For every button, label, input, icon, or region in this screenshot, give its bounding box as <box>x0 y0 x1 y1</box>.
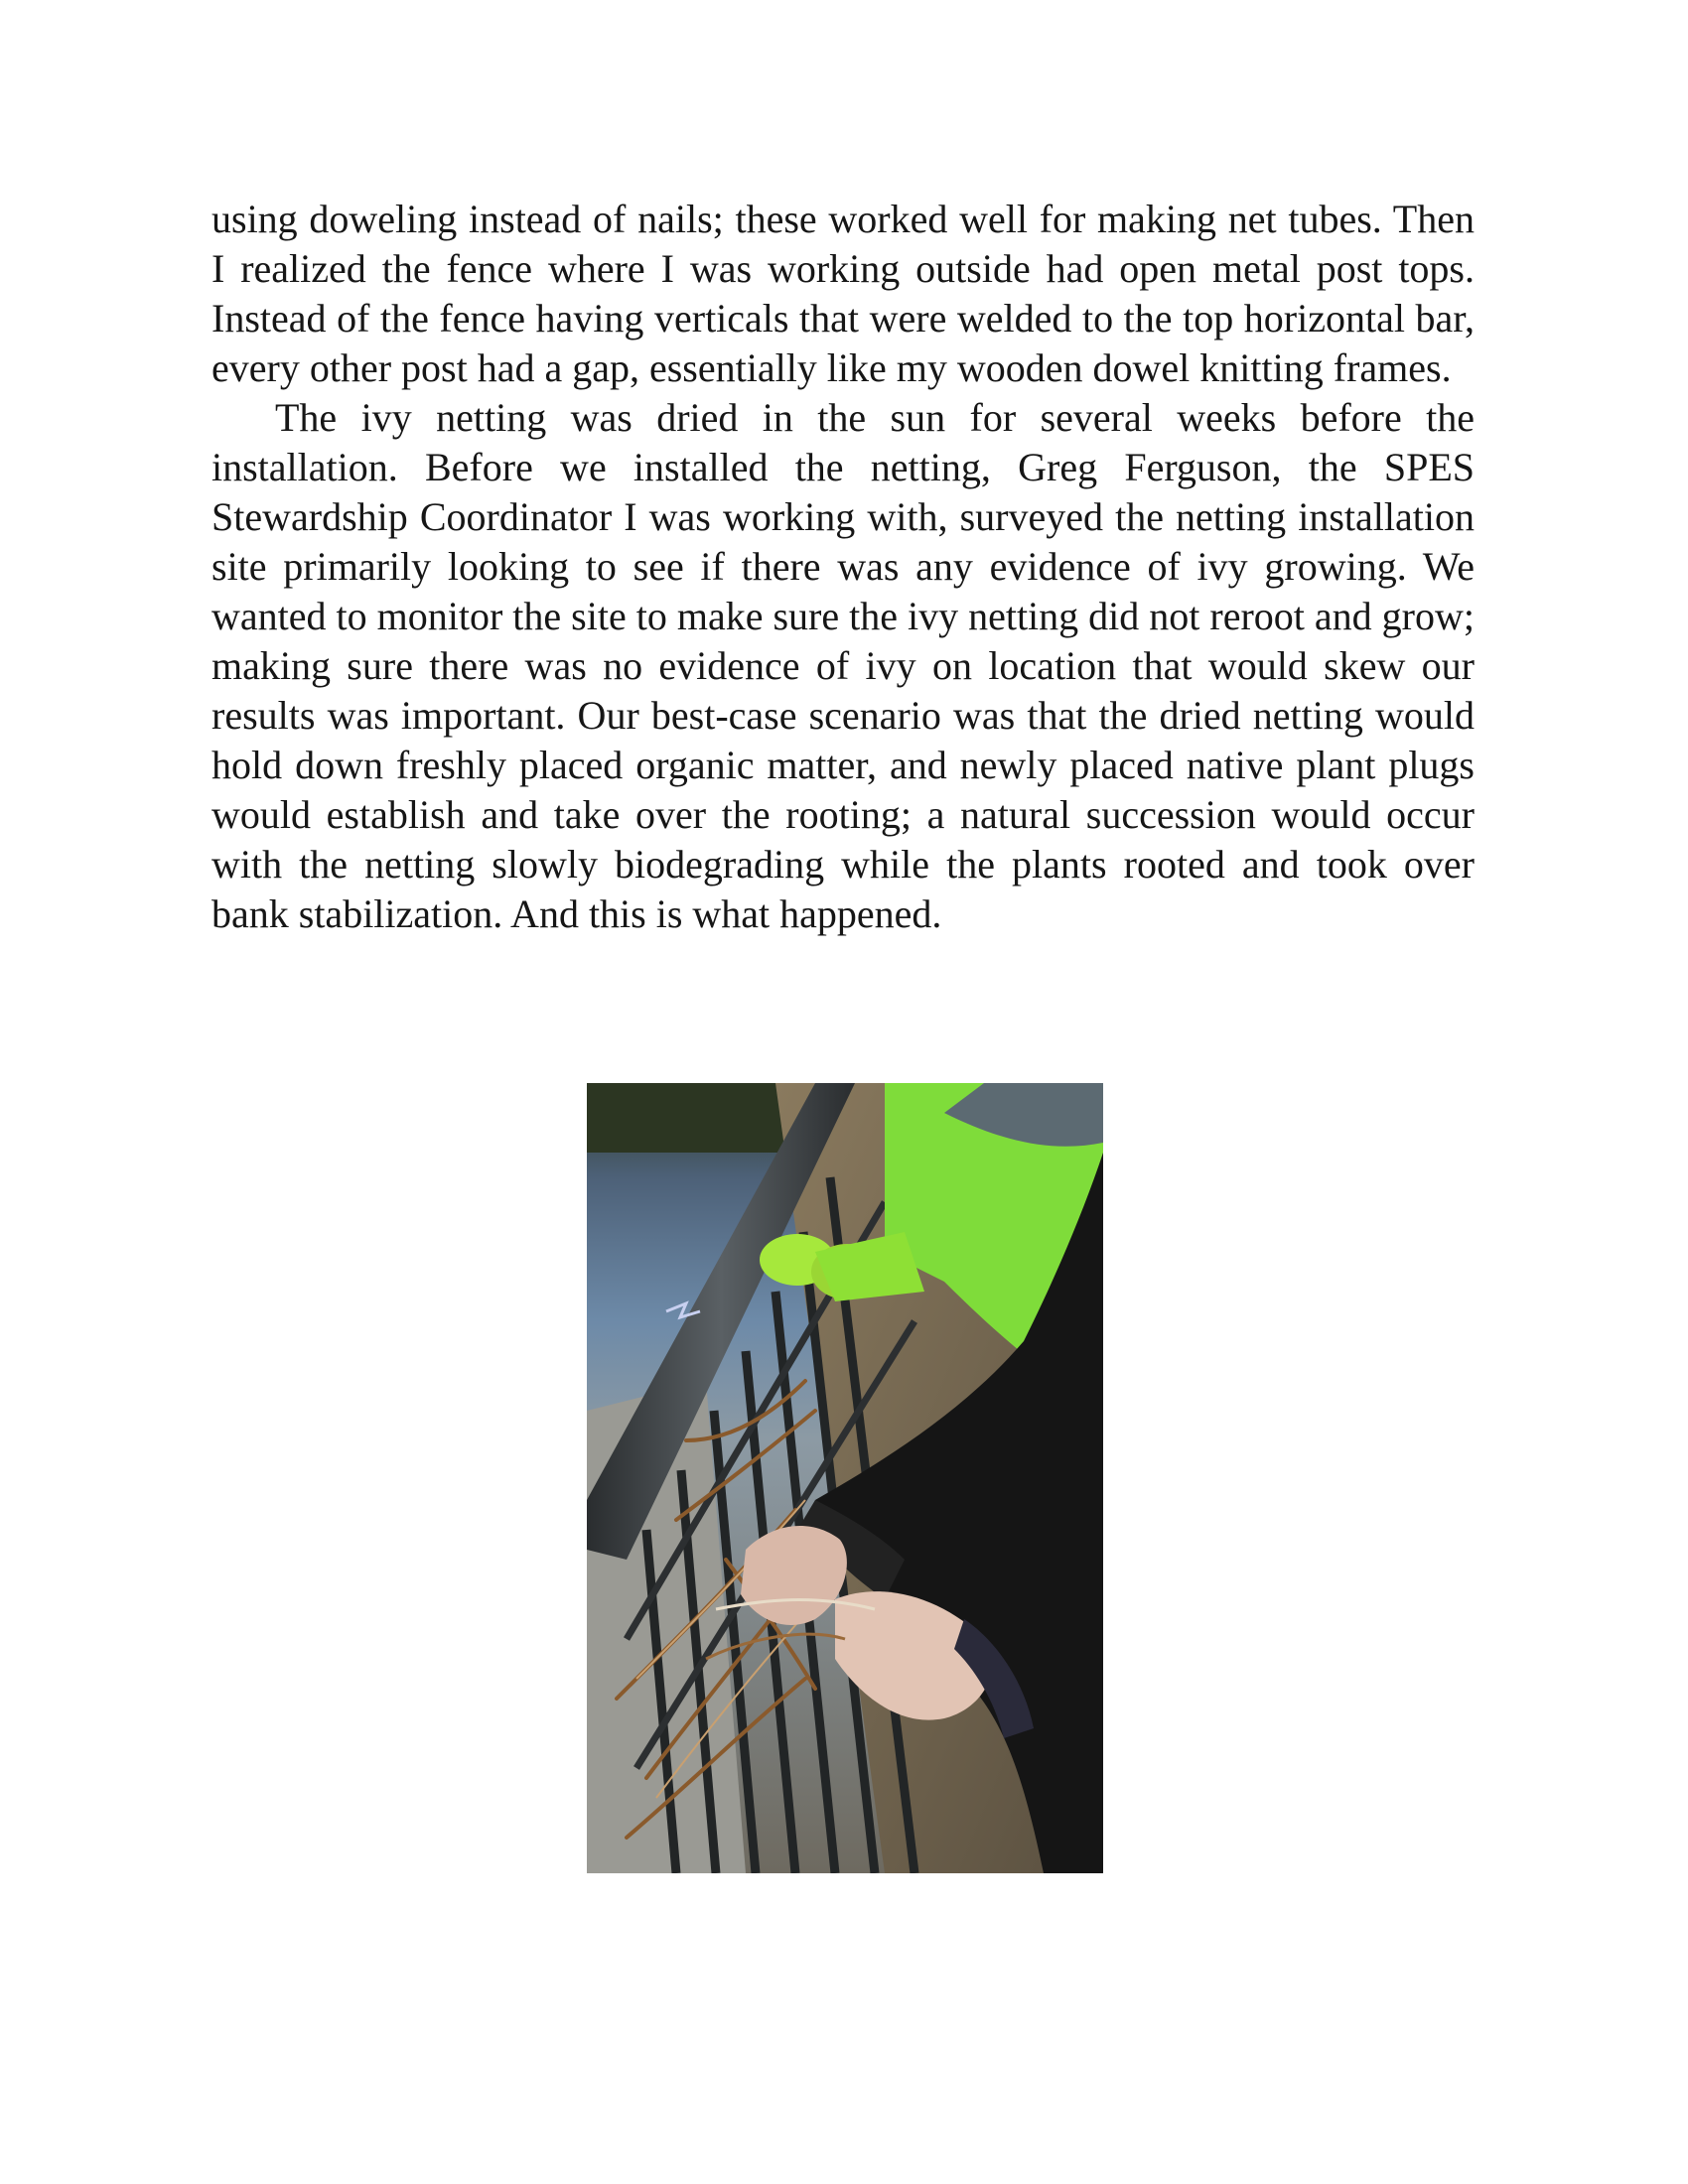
paragraph-1: using doweling instead of nails; these worked well for making net tubes. Then I realized the fence where I was working outside had open metal post tops. Instead of the fence having verticals that were welded to the top horizontal bar, every other post had a gap, essentially like my wooden dowel knitting frames. <box>211 197 1475 390</box>
photo-illustration <box>587 1083 1103 1873</box>
photo-ivy-netting-on-fence <box>587 1083 1103 1873</box>
body-text <box>211 195 1475 939</box>
paragraph-2: The ivy netting was dried in the sun for several weeks before the installation. Before we installed the netting, Greg Ferguson, the SPES Stewardship Coordinator I was working with, surveyed the netting installation site primarily looking to see if there was any evidence of ivy growing. We wanted to monitor the site to make sure the ivy netting did not reroot and grow; making sure there was no evidence of ivy on location that would skew our results was important. Our best-case scenario was that the dried netting would hold down freshly placed organic matter, and newly placed native plant plugs would establish and take over the rooting; a natural succession would occur with the netting slowly biodegrading while the plants rooted and took over bank stabilization. And this is what happened. <box>211 395 1475 936</box>
